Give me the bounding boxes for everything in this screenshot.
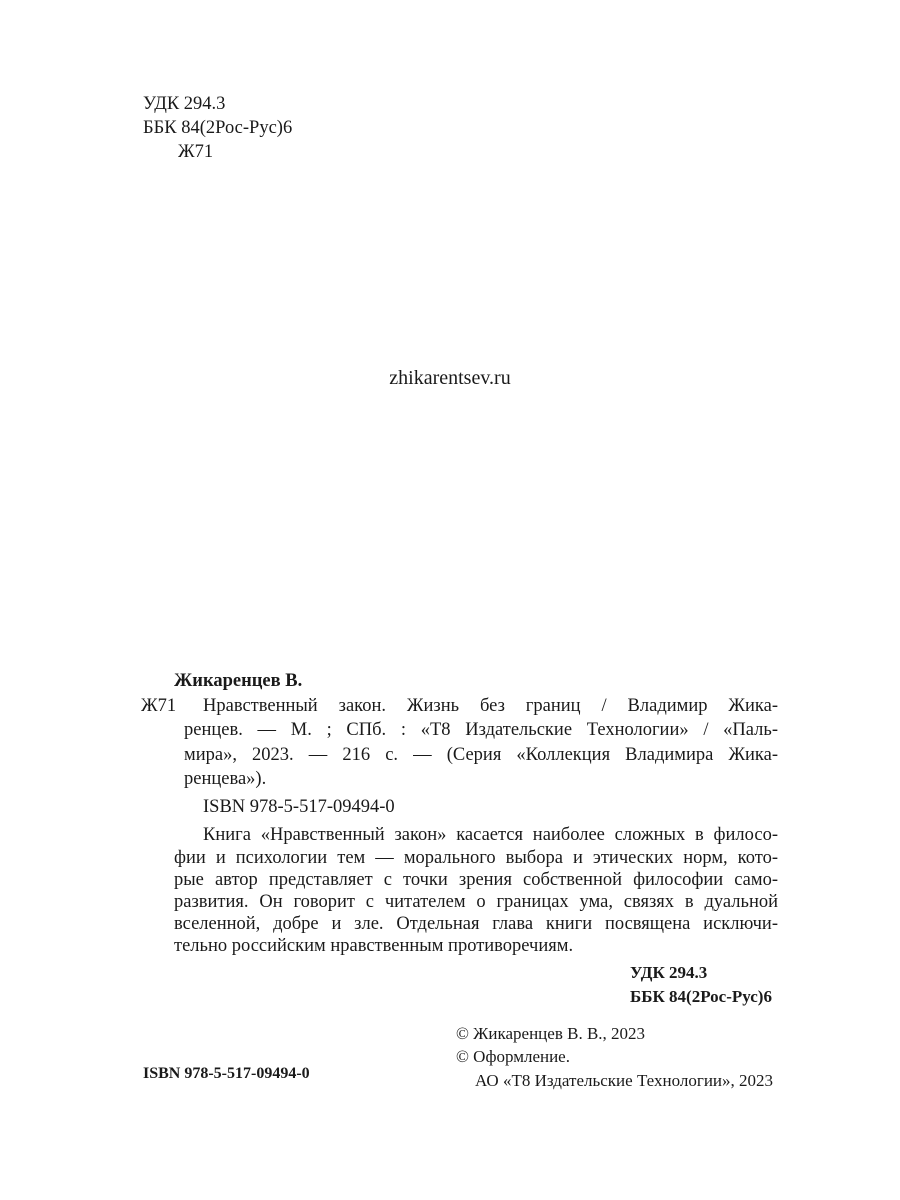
abstract-line: рые автор представляет с точки зрения собственной философии само- [174,870,778,890]
copyright-publisher: АО «Т8 Издательские Технологии», 2023 [475,1071,774,1090]
abstract-line: Книга «Нравственный закон» касается наиболее сложных в филосо- [203,825,778,845]
udk-bottom: УДК 294.3 [630,963,708,982]
author-heading: Жикаренцев В. [174,671,303,691]
description-line: ренцева»). [184,769,267,789]
author-sign-top: Ж71 [178,142,214,162]
abstract-line: вселенной, добре и зле. Отдельная глава книги посвящена исключи- [174,914,778,934]
description-line: Нравственный закон. Жизнь без границ / Владимир Жика- [203,696,778,716]
isbn-bottom: ISBN 978-5-517-09494-0 [143,1065,310,1082]
description-line: ренцев. — М. ; СПб. : «Т8 Издательские Технологии» / «Паль- [184,720,778,740]
author-sign: Ж71 [141,696,177,716]
copyright-design: © Оформление. [456,1047,570,1066]
abstract-line: фии и психологии тем — морального выбора и этических норм, кото- [174,848,778,868]
udk-top: УДК 294.3 [143,94,226,114]
website-url: zhikarentsev.ru [389,367,511,389]
bbk-bottom: ББК 84(2Рос-Рус)6 [630,987,772,1006]
abstract-line: развития. Он говорит с читателем о границах ума, связях в дуальной [174,892,778,912]
abstract-line: тельно российским нравственным противоречиям. [174,936,574,956]
copyright-author: © Жикаренцев В. В., 2023 [456,1024,646,1043]
description-line: мира», 2023. — 216 с. — (Серия «Коллекция Владимира Жика- [184,745,778,765]
bbk-top: ББК 84(2Рос-Рус)6 [143,118,293,138]
isbn: ISBN 978-5-517-09494-0 [203,797,395,817]
